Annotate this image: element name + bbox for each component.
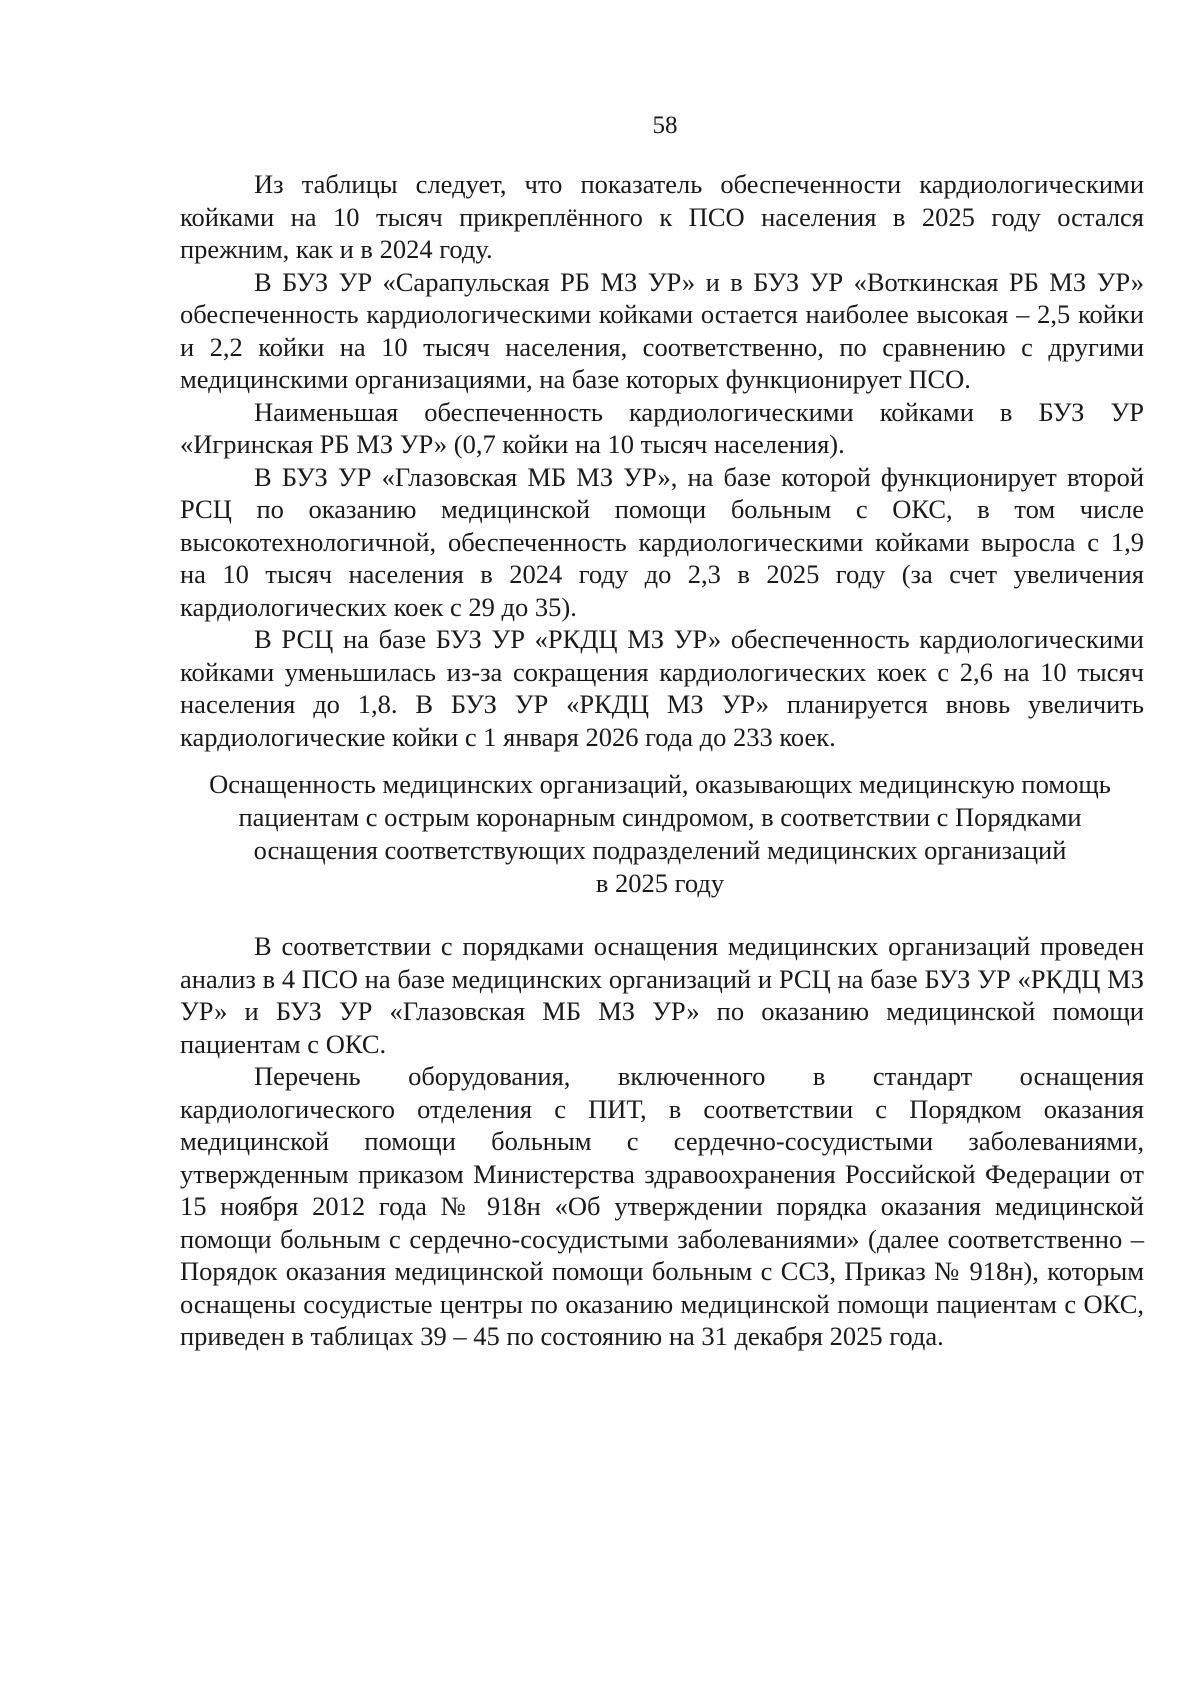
paragraph-equipment-list: Перечень оборудования, включенного в стандарт оснащения кардиологического отделения с ПИТ, в соответствии с Порядком оказания медицинской помощи больным с сердечно-сосудистыми заболеваниями, утвержденным приказом Министерства здравоохранения Российской Федерации от 15 ноября 2012 года № 918н «Об утверждении порядка оказания медицинской помощи больным с сердечно-сосудистыми заболеваниями» (далее соответственно – Порядок оказания медицинской помощи больным с ССЗ, Приказ № 918н), которым оснащены сосудистые центры по оказанию медицинской помощи пациентам с ОКС, приведен в таблицах 39 – 45 по состоянию на 31 декабря 2025 года. — [180, 1061, 1144, 1351]
paragraph-lowest-provision: Наименьшая обеспеченность кардиологическими койками в БУЗ УР «Игринская РБ МЗ УР» (0,7 койки на 10 тысяч населения). — [180, 396, 1144, 459]
page-number: 58 — [652, 112, 678, 139]
paragraph-rkdc-rsc: В РСЦ на базе БУЗ УР «РКДЦ МЗ УР» обеспеченность кардиологическими койками уменьшилась из-за сокращения кардиологических коек с 2,6 на 10 тысяч населения до 1,8. В БУЗ УР «РКДЦ МЗ УР» планируется вновь увеличить кардиологические койки с 1 января 2026 года до 233 коек. — [180, 624, 1144, 752]
paragraph-table-conclusion: Из таблицы следует, что показатель обеспеченности кардиологическими койками на 10 тысяч прикреплённого к ПСО населения в 2025 году остался прежним, как и в 2024 году. — [180, 169, 1144, 264]
section-heading-line: в 2025 году — [595, 868, 725, 898]
section-heading-line: пациентам с острым коронарным синдромом, в соответствии с Порядками — [238, 802, 1082, 832]
paragraph-glazov-rsc: В БУЗ УР «Глазовская МБ МЗ УР», на базе которой функционирует второй РСЦ по оказанию медицинской помощи больным с ОКС, в том числе высокотехнологичной, обеспеченность кардиологическими койками выросла с 1,9 на 10 тысяч населения в 2024 году до 2,3 в 2025 году (за счет увеличения кардиологических коек с 29 до 35). — [180, 461, 1144, 622]
paragraph-highest-provision: В БУЗ УР «Сарапульская РБ МЗ УР» и в БУЗ УР «Воткинская РБ МЗ УР» обеспеченность кардиологическими койками остается наиболее высокая – 2,5 койки и 2,2 койки на 10 тысяч населения, соответственно, по сравнению с другими медицинскими организациями, на базе которых функционирует ПСО. — [180, 266, 1144, 394]
section-heading-line: оснащения соответствующих подразделений медицинских организаций — [253, 835, 1067, 865]
body-text-bottom — [180, 930, 1144, 1353]
paragraph-equipment-analysis: В соответствии с порядками оснащения медицинских организаций проведен анализ в 4 ПСО на базе медицинских организаций и РСЦ на базе БУЗ УР «РКДЦ МЗ УР» и БУЗ УР «Глазовская МБ МЗ УР» по оказанию медицинской помощи пациентам с ОКС. — [180, 931, 1144, 1059]
section-heading — [176, 768, 1144, 900]
body-text-top — [180, 168, 1144, 753]
section-heading-line: Оснащенность медицинских организаций, оказывающих медицинскую помощь — [209, 769, 1111, 799]
